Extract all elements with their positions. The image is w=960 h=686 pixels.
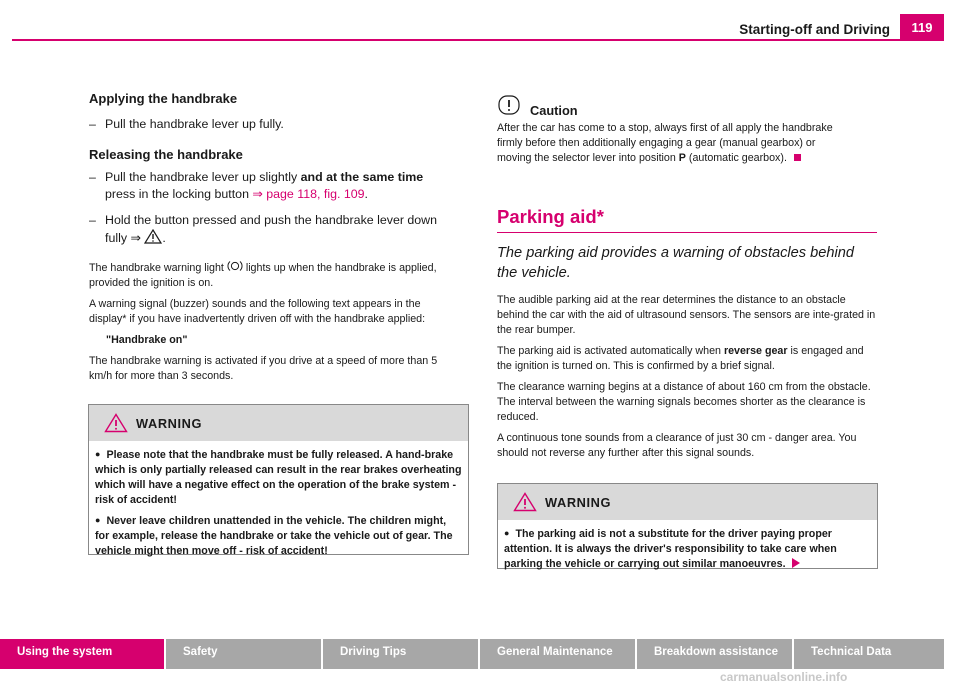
section-rule: [497, 232, 877, 233]
handbrake-warning-light-icon: [227, 260, 243, 272]
caution-icon: [497, 94, 521, 116]
parking-aid-body: [497, 293, 879, 461]
continue-arrow-icon: [792, 558, 800, 568]
parking-para-4: A continuous tone sounds from a clearance of just 30 cm - danger area. You should not reverse any further after this signal sounds.: [497, 432, 857, 459]
warning-item: ● Never leave children unattended in the vehicle. The children might, for example, release the handbrake or take the vehicle out of gear. The vehicle might then move off - risk of accident!: [95, 515, 453, 557]
warning-title: WARNING: [136, 415, 203, 431]
apply-step: – Pull the handbrake lever up fully.: [89, 117, 284, 131]
display-message: "Handbrake on": [106, 334, 188, 346]
header-rule: [12, 39, 910, 41]
para-speed: The handbrake warning is activated if you drive at a speed of more than 5 km/h for more than 3 seconds.: [89, 355, 438, 382]
left-column: [89, 91, 469, 384]
release-step-2: – Hold the button pressed and push the handbrake lever down fully ⇒ .: [89, 213, 438, 245]
warning-triangle-icon: [513, 492, 537, 512]
nav-tab-safety[interactable]: Safety: [166, 639, 321, 669]
warning-header: [498, 484, 877, 520]
page-reference-link[interactable]: ⇒ page 118, fig. 109: [252, 187, 365, 201]
bottom-navigation: [0, 639, 944, 669]
watermark: carmanualsonline.info: [720, 670, 848, 684]
parking-para-1: The audible parking aid at the rear determines the distance to an obstacle behind the car with the aid of ultrasound sensors. The sensors are inte-grated in the rear bumper.: [497, 294, 876, 336]
warning-title: WARNING: [545, 494, 612, 510]
warning-box-handbrake: [88, 404, 469, 555]
page-header-title: Starting-off and Driving: [739, 22, 890, 37]
nav-tab-breakdown-assistance[interactable]: Breakdown assistance: [637, 639, 792, 669]
release-step-1: – Pull the handbrake lever up slightly and at the same time press in the locking button ⇒ page 118, fig. 109.: [89, 170, 424, 201]
caution-text: After the car has come to a stop, always first of all apply the handbrake firmly before then additionally engaging a gear (manual gearbox) or moving the selector lever into position P (automatic gearbox).: [497, 122, 833, 164]
nav-tab-technical-data[interactable]: Technical Data: [794, 639, 944, 669]
nav-tab-driving-tips[interactable]: Driving Tips: [323, 639, 478, 669]
apply-heading: Applying the handbrake: [89, 91, 238, 106]
warning-triangle-icon: [144, 229, 162, 244]
warning-triangle-icon: [104, 413, 128, 433]
para-warning-light: The handbrake warning light lights up when the handbrake is applied, provided the ignition is on.: [89, 262, 437, 289]
parking-para-3: The clearance warning begins at a distance of about 160 cm from the obstacle. The interval between the warning signals becomes shorter as the clearance is reduced.: [497, 381, 871, 423]
warning-item: ● The parking aid is not a substitute for the driver paying proper attention. It is always the driver's responsibility to take care when parking the vehicle or carrying out similar manoeuvres.: [504, 528, 837, 570]
caution-block: [497, 93, 877, 166]
nav-tab-using-the-system[interactable]: Using the system: [0, 639, 164, 669]
section-title: Parking aid*: [497, 206, 604, 227]
parking-para-2: The parking aid is activated automatically when reverse gear is engaged and the ignition is turned on. This is confirmed by a brief signal.: [497, 345, 864, 372]
para-buzzer: A warning signal (buzzer) sounds and the following text appears in the display* if you have inadvertently driven off with the handbrake applied:: [89, 298, 426, 325]
warning-header: [89, 405, 468, 441]
section-intro: The parking aid provides a warning of obstacles behind the vehicle.: [497, 245, 854, 281]
caution-title: Caution: [530, 102, 578, 118]
release-heading: Releasing the handbrake: [89, 147, 243, 162]
warning-box-parking-aid: [497, 483, 878, 569]
page-number: 119: [900, 14, 944, 41]
nav-tab-general-maintenance[interactable]: General Maintenance: [480, 639, 635, 669]
warning-item: ● Please note that the handbrake must be fully released. A hand-brake which is only partially released can result in the rear brakes overheating which will have a negative effect on the operation of the brake system - risk of accident!: [95, 449, 462, 506]
end-of-section-marker: [794, 154, 801, 161]
